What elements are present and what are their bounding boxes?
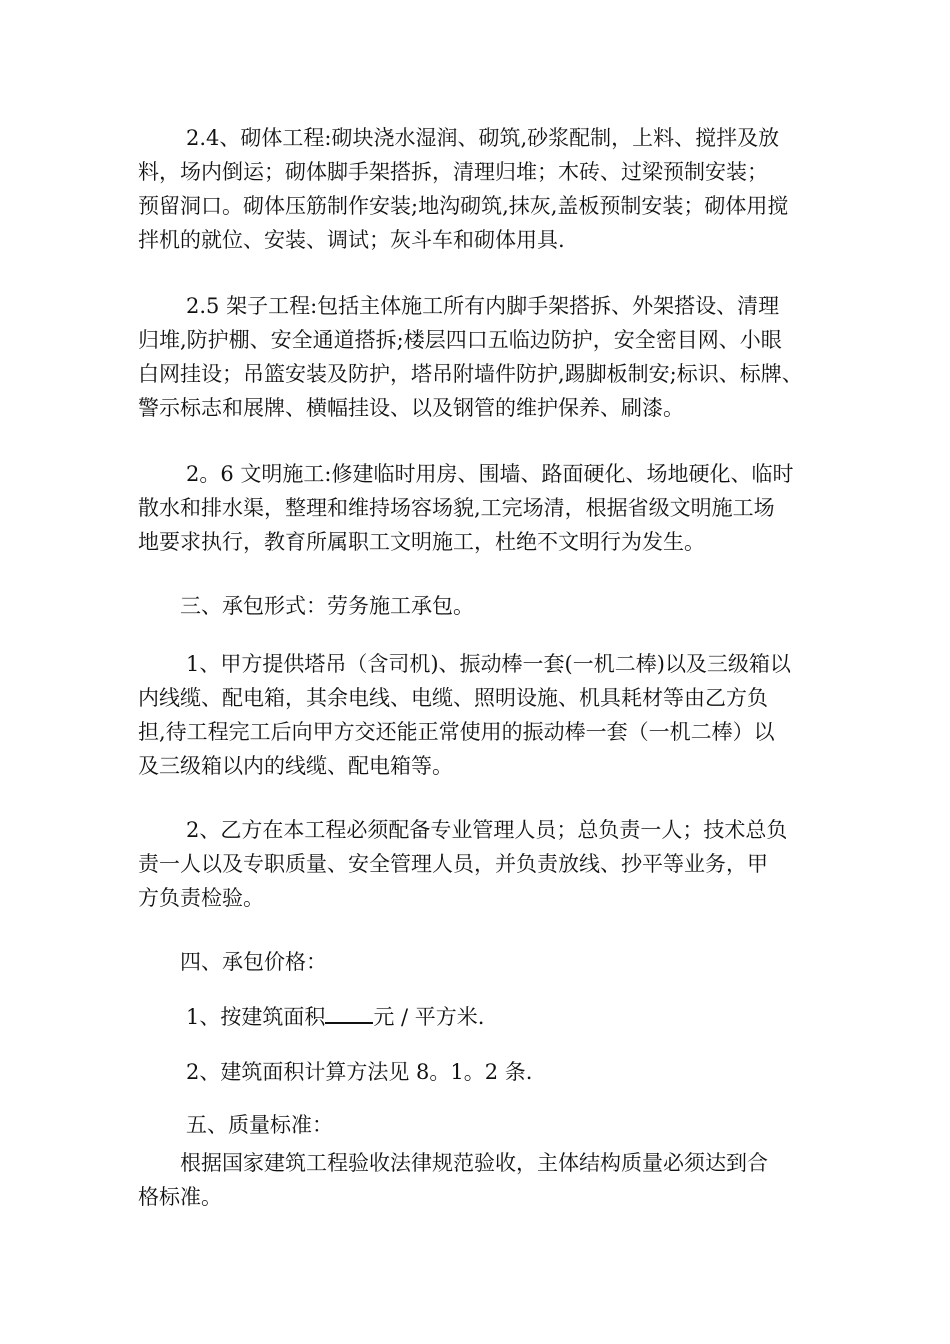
paragraph-line: 散水和排水渠，整理和维持场容场貌,工完场清，根据省级文明施工场 bbox=[138, 496, 775, 520]
paragraph-4-2 bbox=[138, 1055, 828, 1089]
paragraph-line: 白网挂设；吊篮安装及防护，塔吊附墙件防护,踢脚板制安;标识、标牌、 bbox=[138, 362, 803, 386]
price-blank-field bbox=[325, 1000, 373, 1024]
price-prefix: 1、按建筑面积 bbox=[186, 1005, 326, 1029]
paragraph-2-5 bbox=[138, 289, 828, 425]
paragraph-line: 地要求执行，教育所属职工文明施工，杜绝不文明行为发生。 bbox=[138, 530, 705, 554]
paragraph-line: 警示标志和展牌、横幅挂设、以及钢管的维护保养、刷漆。 bbox=[138, 396, 684, 420]
paragraph-line: 根据国家建筑工程验收法律规范验收，主体结构质量必须达到合 bbox=[180, 1151, 768, 1175]
paragraph-line: 料，场内倒运；砌体脚手架搭拆，清理归堆；木砖、过梁预制安装； bbox=[138, 160, 768, 184]
paragraph-2-4 bbox=[138, 121, 828, 257]
paragraph-line: 归堆,防护棚、安全通道搭拆;楼层四口五临边防护，安全密目网、小眼 bbox=[138, 328, 782, 352]
paragraph-line: 责一人以及专职质量、安全管理人员，并负责放线、抄平等业务，甲 bbox=[138, 852, 768, 876]
heading-text: 四、承包价格： bbox=[180, 950, 327, 974]
paragraph-line: 格标准。 bbox=[138, 1185, 222, 1209]
section-4-heading bbox=[138, 945, 828, 979]
paragraph-line: 拌机的就位、安装、调试；灰斗车和砌体用具. bbox=[138, 228, 565, 252]
paragraph-3-2 bbox=[138, 813, 828, 915]
paragraph-line: 2、建筑面积计算方法见 8。1。2 条. bbox=[186, 1060, 533, 1084]
paragraph-line: 1、甲方提供塔吊（含司机)、振动棒一套(一机二棒)以及三级箱以 bbox=[186, 652, 791, 676]
paragraph-line: 担,待工程完工后向甲方交还能正常使用的振动棒一套（一机二棒）以 bbox=[138, 720, 775, 744]
paragraph-4-1 bbox=[138, 1000, 828, 1034]
paragraph-line: 及三级箱以内的线缆、配电箱等。 bbox=[138, 754, 453, 778]
paragraph-line: 预留洞口。砌体压筋制作安装;地沟砌筑,抹灰,盖板预制安装；砌体用搅 bbox=[138, 194, 789, 218]
heading-text: 五、质量标准： bbox=[186, 1113, 333, 1137]
section-5-heading bbox=[138, 1108, 828, 1142]
paragraph-line: 内线缆、配电箱，其余电线、电缆、照明设施、机具耗材等由乙方负 bbox=[138, 686, 768, 710]
paragraph-line: 2.5 架子工程:包括主体施工所有内脚手架搭拆、外架搭设、清理 bbox=[186, 294, 780, 318]
paragraph-3-1 bbox=[138, 647, 828, 783]
section-3-heading bbox=[138, 589, 828, 623]
price-line bbox=[138, 1000, 828, 1034]
heading-text: 三、承包形式：劳务施工承包。 bbox=[180, 594, 474, 618]
price-suffix: 元 / 平方米. bbox=[373, 1005, 485, 1029]
paragraph-2-6 bbox=[138, 457, 828, 559]
paragraph-line: 2、乙方在本工程必须配备专业管理人员；总负责一人；技术总负 bbox=[186, 818, 788, 842]
paragraph-line: 2.4、砌体工程:砌块浇水湿润、砌筑,砂浆配制，上料、搅拌及放 bbox=[186, 126, 780, 150]
paragraph-line: 方负责检验。 bbox=[138, 886, 264, 910]
paragraph-5-1 bbox=[138, 1146, 828, 1214]
paragraph-line: 2。6 文明施工:修建临时用房、围墙、路面硬化、场地硬化、临时 bbox=[186, 462, 794, 486]
